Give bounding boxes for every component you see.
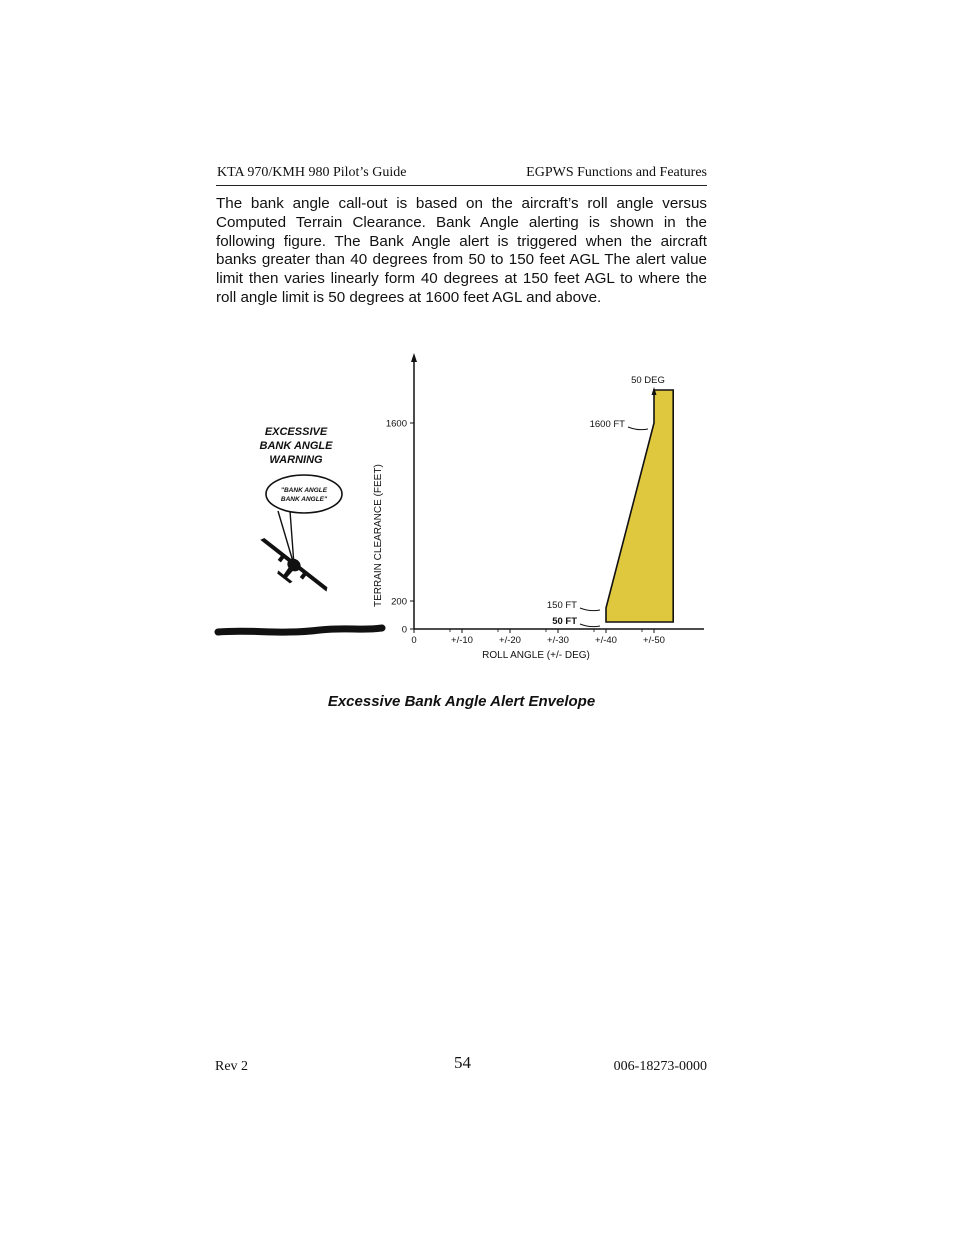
annotation-leader-line [580,608,600,611]
footer-page-number: 54 [454,1053,471,1072]
header-section: EGPWS Functions and Features [526,165,707,180]
ground-line-icon [218,628,382,632]
annotation-label: 1600 FT [589,419,625,430]
y-tick-label: 0 [401,624,407,636]
warning-line-2: BANK ANGLE [259,440,333,452]
x-tick-label: +/-20 [499,635,521,646]
bank-angle-figure [210,345,720,675]
annotation-label: 50 FT [552,616,577,627]
bubble-line-2: BANK ANGLE" [280,496,328,503]
y-axis-label: TERRAIN CLEARANCE (FEET) [373,464,384,607]
x-axis-label: ROLL ANGLE (+/- DEG) [482,650,590,661]
header-rule [216,185,707,186]
footer-revision: Rev 2 [215,1059,249,1074]
y-tick-label: 1600 [385,418,407,430]
x-tick-label: +/-40 [595,635,617,646]
x-tick-label: +/-10 [451,635,473,646]
body-paragraph: The bank angle call-out is based on the aircraft’s roll angle versus Computed Terrain Clearance. Bank Angle alerting is shown in the following figure. The Bank Angle alert is triggered when the aircraft banks greater than 40 degrees from 50 to 150 feet AGL The alert value limit then varies linearly form 40 degrees at 150 feet AGL to where the roll angle limit is 50 degrees at 1600 feet AGL and above. [216,195,707,306]
x-tick-label: +/-30 [547,635,569,646]
y-tick-label: 200 [391,596,407,608]
x-tick-label: +/-50 [643,635,665,646]
footer-doc-number: 006-18273-0000 [613,1059,707,1074]
annotation-leader-line [580,624,600,627]
bank-angle-chart [210,345,720,675]
speech-bubble [266,475,342,513]
annotation-label: 150 FT [546,600,577,611]
warning-line-1: EXCESSIVE [264,426,328,438]
figure-caption: Excessive Bank Angle Alert Envelope [327,693,596,710]
aircraft-icon [250,534,330,604]
warning-line-3: WARNING [269,454,323,466]
x-tick-label: 0 [411,635,417,646]
bubble-line-1: "BANK ANGLE [280,487,328,494]
header-title: KTA 970/KMH 980 Pilot’s Guide [217,165,407,180]
warning-illustration [218,426,382,632]
annotation-label: 50 DEG [631,375,665,386]
y-axis-arrow-icon [411,353,417,362]
annotation-leader-line [628,427,648,430]
